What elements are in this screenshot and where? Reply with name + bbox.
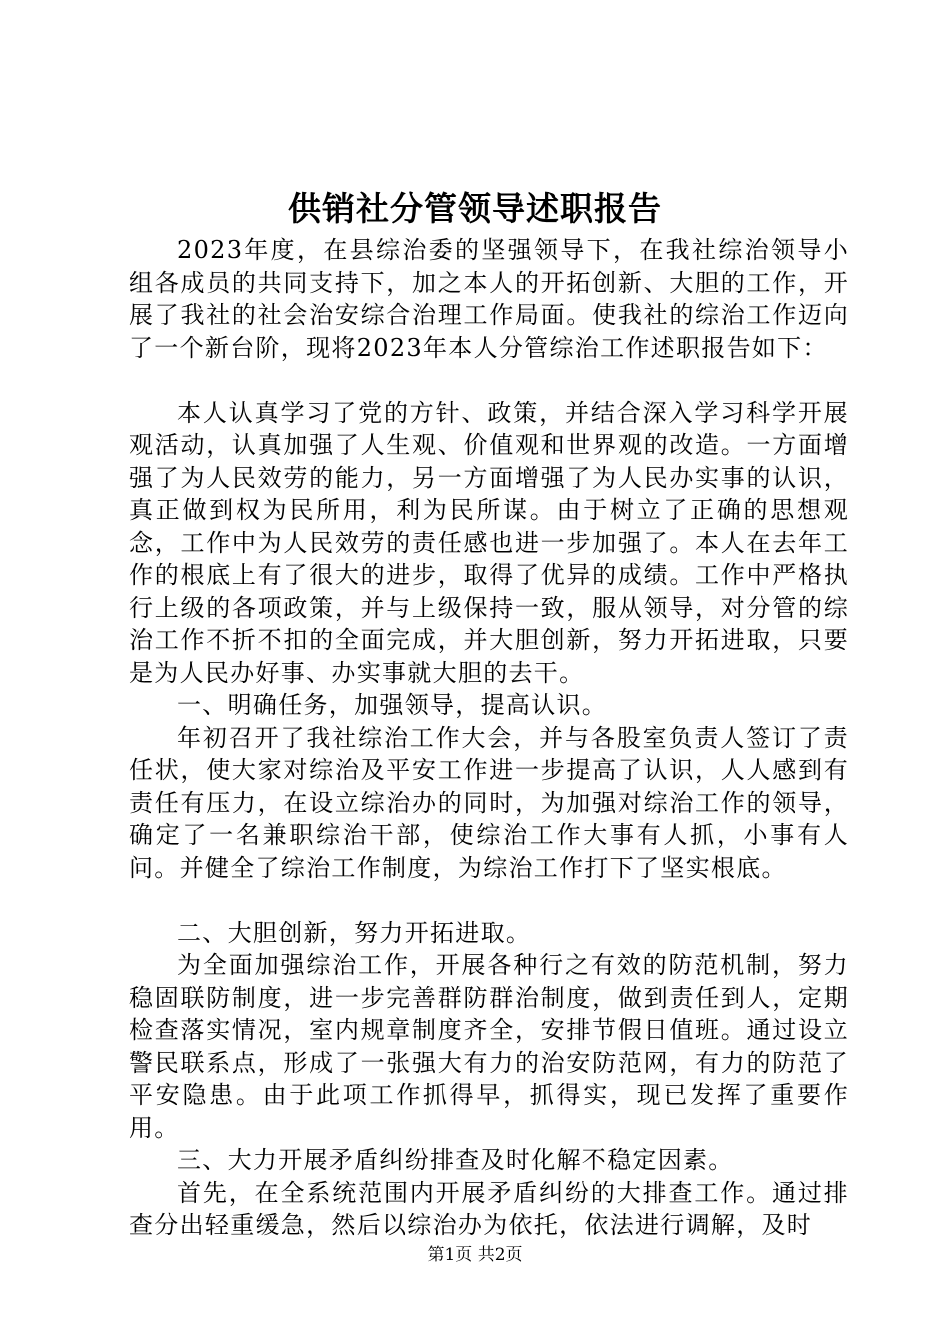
paragraph-section-3: 首先，在全系统范围内开展矛盾纠纷的大排查工作。通过排查分出轻重缓急，然后以综治办为依托，依法进行调解，及时 — [129, 1178, 849, 1239]
paragraph-spacer — [129, 884, 849, 917]
paragraph-section-2: 为全面加强综治工作，开展各种行之有效的防范机制，努力稳固联防制度，进一步完善群防群治制度，做到责任到人，定期检查落实情况，室内规章制度齐全，安排节假日值班。通过设立警民联系点，形成了一张强大有力的治安防范网，有力的防范了平安隐患。由于此项工作抓得早，抓得实，现已发挥了重要作用。 — [129, 951, 849, 1142]
document-title: 供销社分管领导述职报告 — [288, 189, 662, 228]
paragraph-spacer — [129, 364, 849, 397]
paragraph-section-1: 年初召开了我社综治工作大会，并与各股室负责人签订了责任状，使大家对综治及平安工作进一步提高了认识，人人感到有责任有压力，在设立综治办的同时，为加强对综治工作的领导，确定了一名兼职综治干部，使综治工作大事有人抓，小事有人问。并健全了综治工作制度，为综治工作打下了坚实根底。 — [129, 723, 849, 882]
paragraph-self-study: 本人认真学习了党的方针、政策，并结合深入学习科学开展观活动，认真加强了人生观、价值观和世界观的改造。一方面增强了为人民效劳的能力，另一方面增强了为人民办实事的认识，真正做到权为民所用，利为民所谋。由于树立了正确的思想观念，工作中为人民效劳的责任感也进一步加强了。本人在去年工作的根底上有了很大的进步，取得了优异的成绩。工作中严格执行上级的各项政策，并与上级保持一致，服从领导，对分管的综治工作不折不扣的全面完成，并大胆创新，努力开拓进取，只要是为人民办好事、办实事就大胆的去干。 — [129, 398, 849, 687]
document-body — [129, 234, 849, 1242]
paragraph-intro: 2023年度，在县综治委的坚强领导下，在我社综治领导小组各成员的共同支持下，加之本人的开拓创新、大胆的工作，开展了我社的社会治安综合治理工作局面。使我社的综治工作迈向了一个新台阶，现将2023年本人分管综治工作述职报告如下： — [129, 236, 849, 362]
section-heading-3: 三、大力开展矛盾纠纷排查及时化解不稳定因素。 — [177, 1146, 734, 1174]
section-heading-1: 一、明确任务，加强领导，提高认识。 — [177, 691, 608, 719]
section-heading-2: 二、大胆创新，努力开拓进取。 — [177, 918, 532, 947]
page-indicator: 第1页 共2页 — [427, 1245, 523, 1265]
